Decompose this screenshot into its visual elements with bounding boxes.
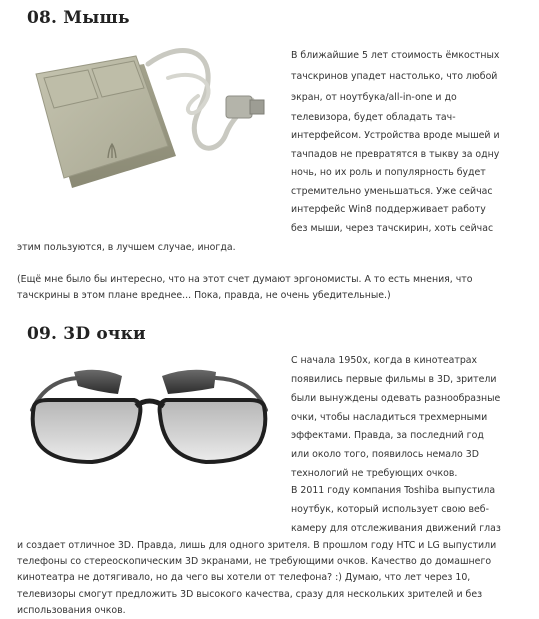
- text-line: ночь, но их роль и популярность будет: [291, 167, 486, 178]
- text-tail: и создает отличное 3D. Правда, лишь для одного зрителя. В прошлом году HTC и LG выпустили телефоны со стереоскопическим 3D экранами, не требующими очков. Качество до домашнего кинотеатра не дотягивало, но да чего вы хотели от телефона? :) Думаю, что лет через 10, телевизоры смогут предложить 3D высокого качества, сразу для нескольких зрителей и без использования очков.: [17, 540, 497, 616]
- text-line: телевизора, будет обладать тач-: [291, 112, 456, 123]
- section-note: (Ещё мне было бы интересно, что на этот счет думают эргономисты. А то есть мнения, что тачскрины в этом плане вреднее... Пока, правда, не очень убедительные.): [17, 274, 473, 302]
- text-line: тачскринов упадет настолько, что любой: [291, 71, 498, 82]
- text-line: ноутбук, который использует свою веб-: [291, 504, 489, 515]
- text-line: очки, чтобы насладиться трехмерными: [291, 412, 488, 423]
- text-line: интерфейсом. Устройства вроде мышей и: [291, 130, 500, 141]
- text-line: В ближайшие 5 лет стоимость ёмкостных: [291, 50, 500, 61]
- text-line: камеру для отслеживания движений глаз: [291, 523, 501, 534]
- section-title: 09. 3D очки: [27, 324, 146, 344]
- 3d-glasses-illustration-icon: [18, 358, 280, 478]
- text-line: С начала 1950х, когда в кинотеатрах: [291, 355, 478, 366]
- text-line: тачпадов не превратятся в тыкву за одну: [291, 149, 500, 160]
- mouse-illustration-icon: [28, 38, 268, 198]
- text-line: эффектами. Правда, за последний год: [291, 430, 484, 441]
- text-line: без мыши, через тачскирин, хоть сейчас: [291, 223, 494, 234]
- text-line: появились первые фильмы в 3D, зрители: [291, 374, 497, 385]
- text-line: или около того, появилось немало 3D: [291, 449, 479, 460]
- text-line: В 2011 году компания Toshiba выпустила: [291, 485, 496, 496]
- text-line: стремительно уменьшаться. Уже сейчас: [291, 186, 493, 197]
- section-title: 08. Мышь: [27, 8, 130, 28]
- text-line: экран, от ноутбука/all-in-one и до: [291, 92, 457, 103]
- text-tail: этим пользуются, в лучшем случае, иногда.: [17, 242, 236, 253]
- text-line: технологий не требующих очков.: [291, 468, 458, 479]
- text-line: были вынуждены одевать разнообразные: [291, 393, 501, 404]
- text-line: интерфейс Win8 поддерживает работу: [291, 204, 486, 215]
